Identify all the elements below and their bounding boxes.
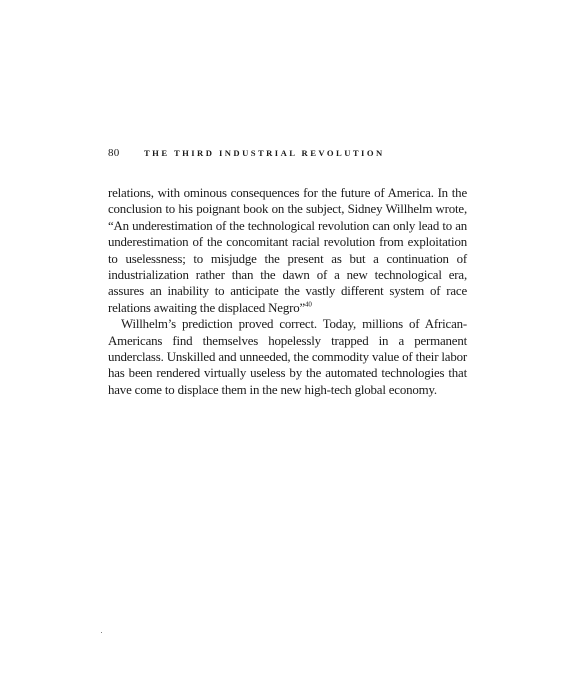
paragraph-1-text: relations, with ominous consequences for the future of America. In the conclusion to his poignant book on the subject, Sidney Willhelm wrote, “An underestimation of the technological revolution can only lead to an underestimation of the concomitant racial revolution from exploitation to uselessness; to misjudge the present as but a continuation of industrialization rather than the dawn of a new technological era, assures an inability to anticipate the vastly different system of race relations awaiting the displaced Negro” [108,186,467,315]
footnote-reference: 40 [305,300,312,309]
paragraph-2 [108,316,467,398]
paragraph-2-text: Willhelm’s prediction proved correct. Today, millions of African-Americans find themselves hopelessly trapped in a permanent underclass. Unskilled and unneeded, the commodity value of their labor has been rendered virtually useless by the automated technologies that have come to displace them in the new high-tech global economy. [108,317,467,397]
running-title: THE THIRD INDUSTRIAL REVOLUTION [144,148,385,158]
page-number: 80 [108,147,120,159]
body-text [108,185,467,398]
paragraph-1 [108,185,467,316]
running-head [108,146,468,160]
stray-ink-mark [101,632,102,633]
